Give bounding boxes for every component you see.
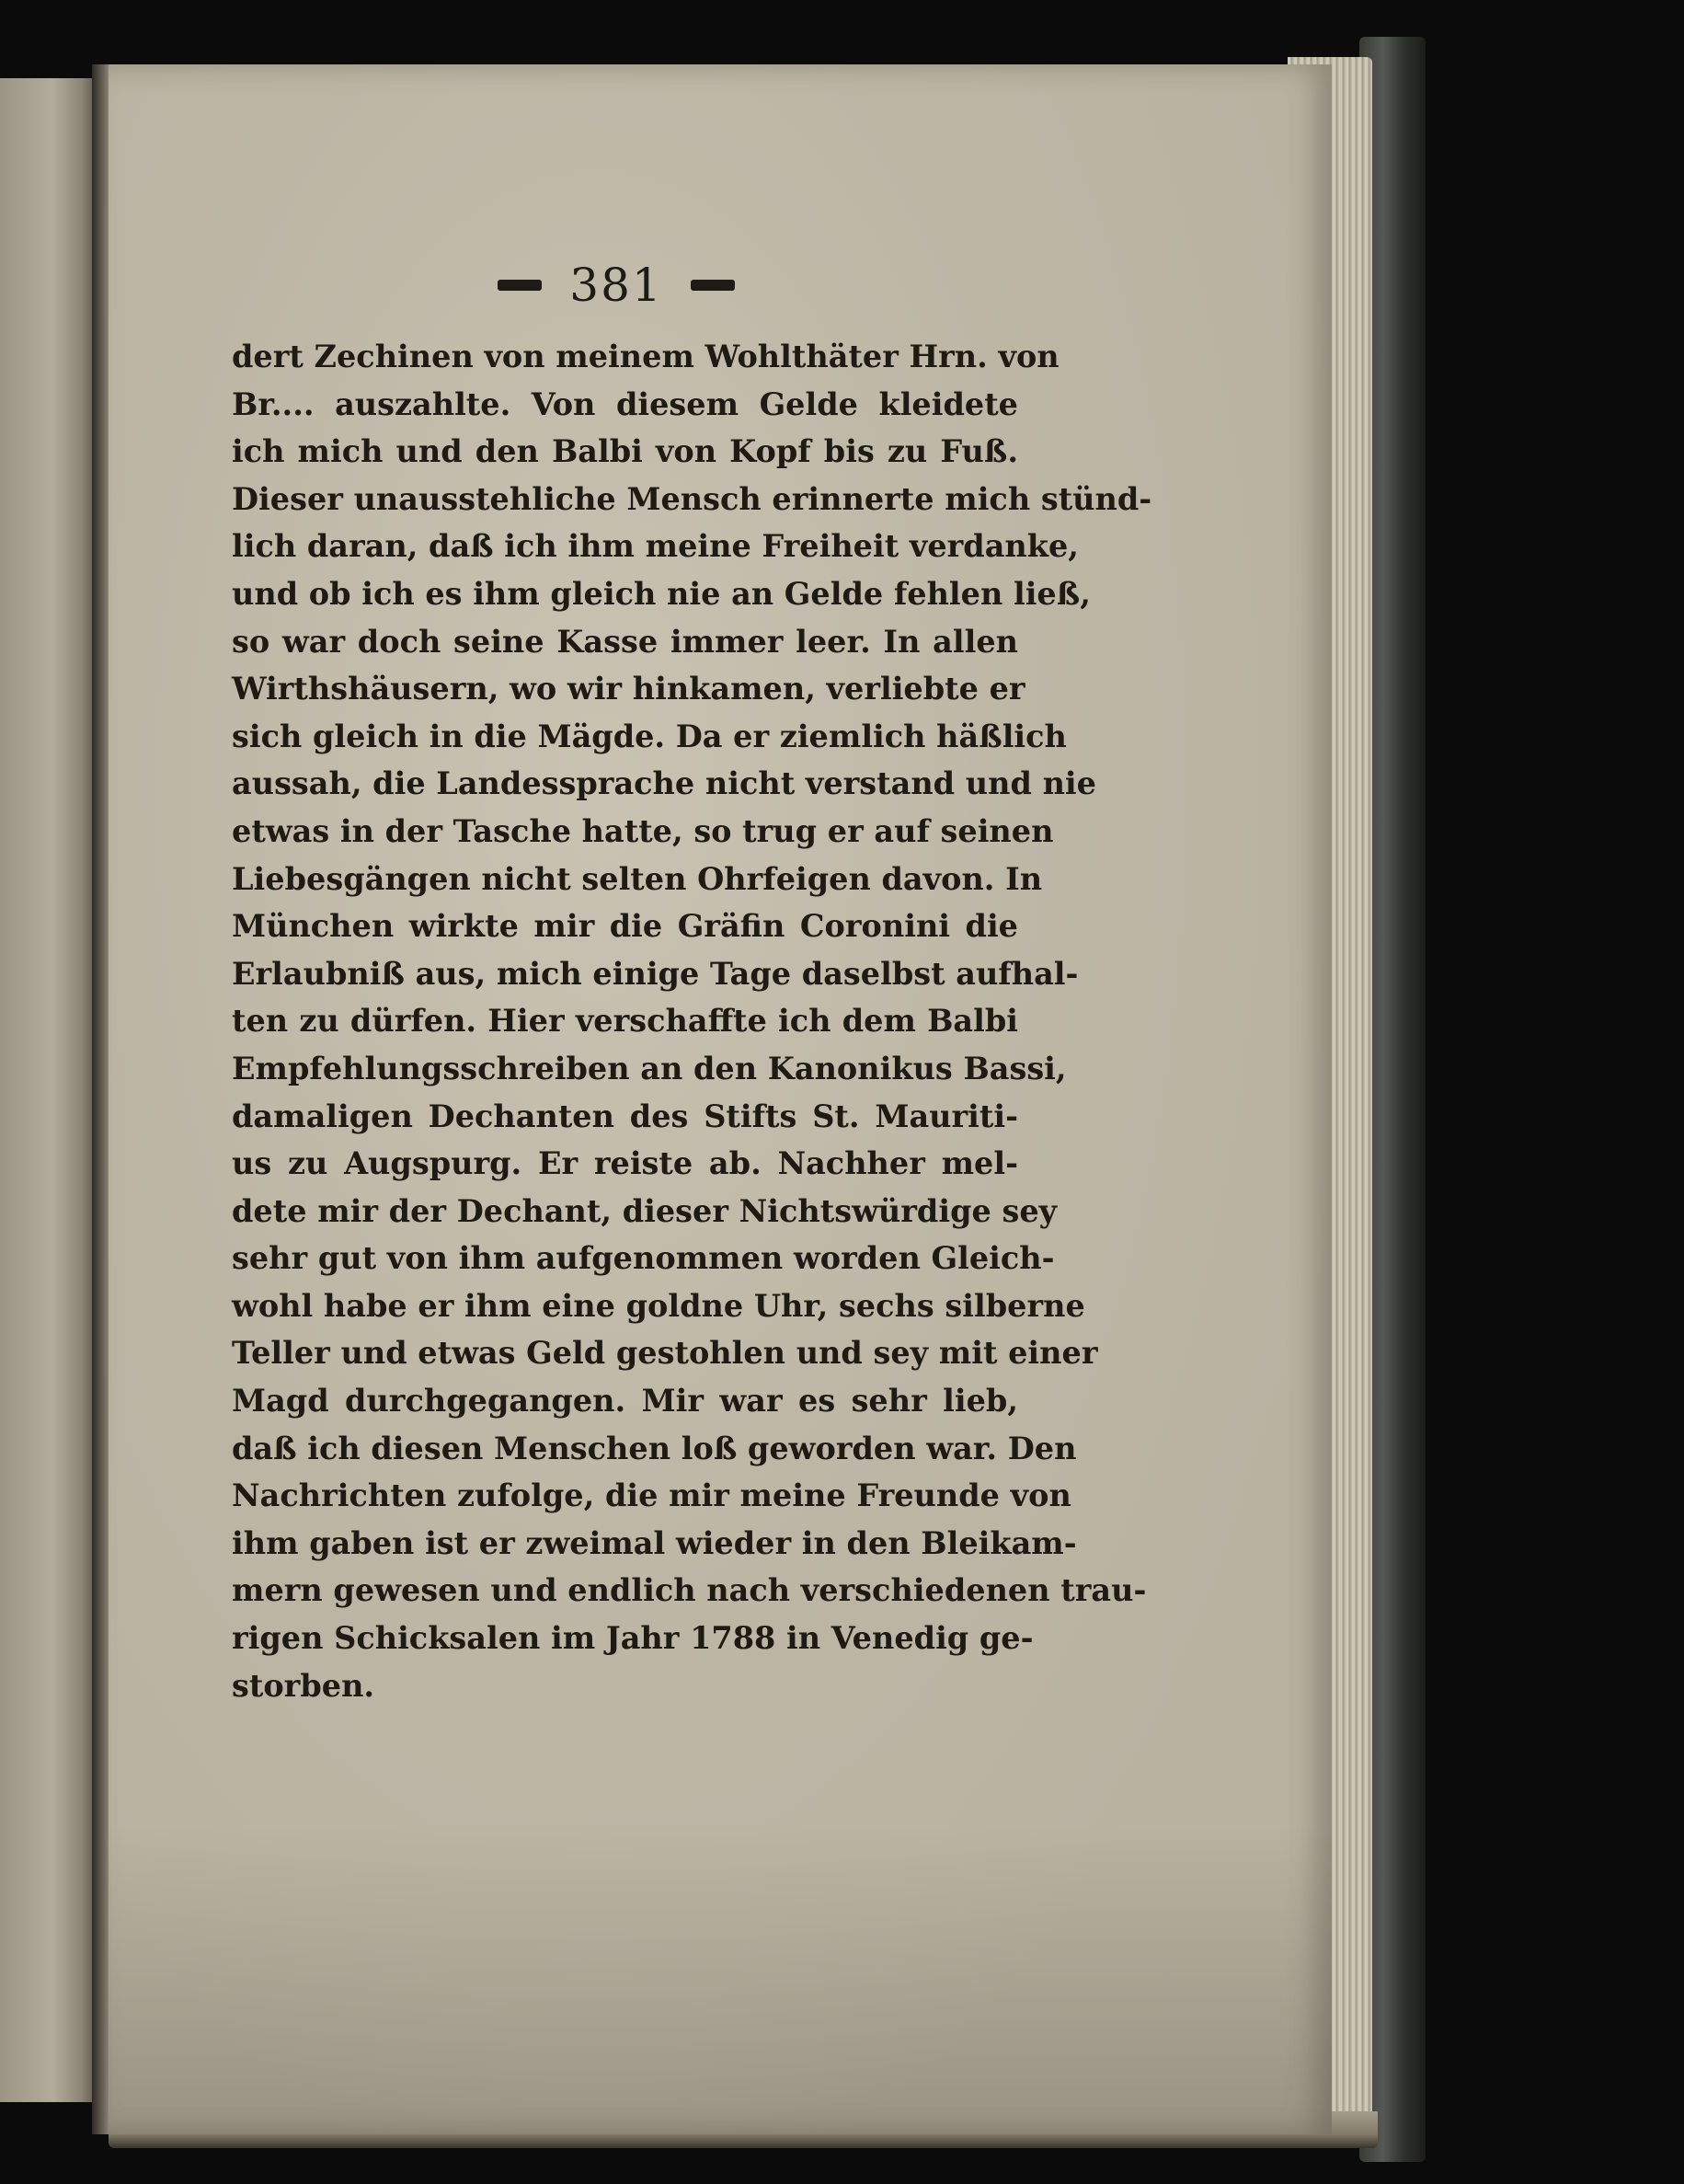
- text-line: rigen Schicksalen im Jahr 1788 in Venedig ge-: [232, 1620, 1034, 1657]
- text-line: sich gleich in die Mägde. Da er ziemlich häßlich: [232, 718, 1067, 754]
- header-dash-left: [498, 280, 542, 291]
- text-line: Teller und etwas Geld gestohlen und sey mit einer: [232, 1335, 1098, 1372]
- text-line: dert Zechinen von meinem Wohlthäter Hrn. von: [232, 339, 1060, 374]
- text-line: Wirthshäusern, wo wir hinkamen, verliebte er: [232, 671, 1025, 707]
- text-line: ihm gaben ist er zweimal wieder in den Bleikam-: [232, 1524, 1077, 1561]
- text-line: etwas in der Tasche hatte, so trug er auf seinen: [232, 812, 1054, 849]
- text-line: lich daran, daß ich ihm meine Freiheit verdanke,: [232, 528, 1079, 565]
- text-line: dete mir der Dechant, dieser Nichtswürdige sey: [232, 1192, 1058, 1229]
- page-header: [478, 258, 754, 313]
- text-line: mern gewesen und endlich nach verschiedenen trau-: [232, 1572, 1147, 1609]
- text-line: ich mich und den Balbi von Kopf bis zu Fuß.: [232, 433, 1018, 470]
- body-text: [232, 333, 1152, 1709]
- text-line: Erlaubniß aus, mich einige Tage daselbst aufhal-: [232, 955, 1079, 992]
- text-line: wohl habe er ihm eine goldne Uhr, sechs silberne: [232, 1287, 1085, 1324]
- text-line: Br.... auszahlte. Von diesem Gelde kleidete: [232, 385, 1018, 422]
- text-line: und ob ich es ihm gleich nie an Gelde fehlen ließ,: [232, 575, 1091, 612]
- text-line: Magd durchgegangen. Mir war es sehr lieb,: [232, 1383, 1018, 1420]
- header-dash-right: [691, 280, 735, 291]
- text-line: storben.: [232, 1667, 375, 1704]
- text-line: daß ich diesen Menschen loß geworden war. Den: [232, 1430, 1077, 1466]
- text-line: us zu Augspurg. Er reiste ab. Nachher mel-: [232, 1145, 1018, 1182]
- text-line: Dieser unausstehliche Mensch erinnerte mich stünd-: [232, 480, 1152, 517]
- text-line: Liebesgängen nicht selten Ohrfeigen davon. In: [232, 860, 1043, 897]
- text-line: Empfehlungsschreiben an den Kanonikus Bassi,: [232, 1050, 1067, 1086]
- text-line: damaligen Dechanten des Stifts St. Mauriti-: [232, 1098, 1018, 1134]
- text-line: so war doch seine Kasse immer leer. In allen: [232, 623, 1018, 660]
- text-line: Nachrichten zufolge, die mir meine Freunde von: [232, 1477, 1071, 1514]
- text-line: ten zu dürfen. Hier verschaffte ich dem Balbi: [232, 1003, 1018, 1040]
- page-number: 381: [569, 259, 663, 312]
- text-line: aussah, die Landessprache nicht verstand und nie: [232, 765, 1096, 802]
- facing-page-edge: [0, 78, 97, 2102]
- text-line: München wirkte mir die Gräfin Coronini die: [232, 908, 1018, 945]
- text-line: sehr gut von ihm aufgenommen worden Gleich-: [232, 1240, 1055, 1277]
